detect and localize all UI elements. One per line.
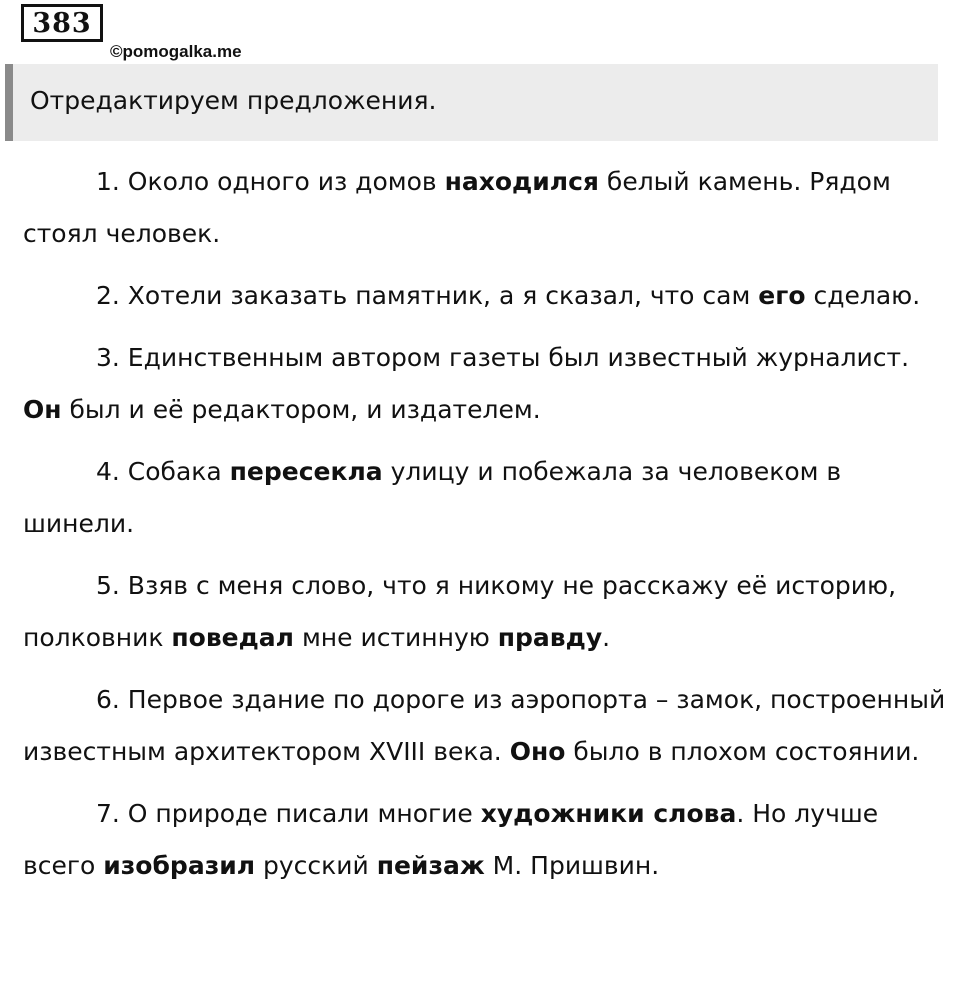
sentence-text: 6. Первое здание по дороге из аэропорта – замок, построенный известным архитектором XVIII века. bbox=[23, 685, 946, 766]
edited-word: его bbox=[758, 281, 806, 310]
sentence-text: 3. Единственным автором газеты был известный журналист. bbox=[96, 343, 910, 372]
sentence-item bbox=[23, 156, 948, 260]
sentence-text: было в плохом состоянии. bbox=[565, 737, 920, 766]
sentence-item bbox=[23, 446, 948, 550]
task-number-box bbox=[21, 4, 103, 42]
task-number: 383 bbox=[32, 7, 92, 39]
sentence-item bbox=[23, 788, 948, 892]
sentence-text: . bbox=[602, 623, 611, 652]
sentence-text: 5. Взяв с меня слово, что я никому не расскажу её историю, полковник bbox=[23, 571, 897, 652]
sentence-text: улицу и побежала за человеком в шинели. bbox=[23, 457, 842, 538]
sentence-text: М. Пришвин. bbox=[484, 851, 660, 880]
instruction-text: Отредактируем предложения. bbox=[30, 86, 437, 115]
edited-word: пейзаж bbox=[376, 851, 485, 880]
edited-word: Оно bbox=[509, 737, 566, 766]
sentence-text: 1. Около одного из домов bbox=[96, 167, 445, 196]
edited-word: находился bbox=[444, 167, 599, 196]
sentence-text: был и её редактором, и издателем. bbox=[61, 395, 541, 424]
sentence-text: белый камень. Рядом стоял человек. bbox=[23, 167, 891, 248]
sentence-text: сделаю. bbox=[805, 281, 921, 310]
sentence-item bbox=[23, 674, 948, 778]
sentence-text: мне истинную bbox=[294, 623, 498, 652]
sentence-item bbox=[23, 332, 948, 436]
instruction-banner bbox=[5, 64, 938, 141]
source-watermark: ©pomogalka.me bbox=[110, 42, 242, 61]
sentence-item bbox=[23, 560, 948, 664]
edited-word: художники слова bbox=[480, 799, 737, 828]
sentence-text: . Но лучше всего bbox=[23, 799, 879, 880]
sentence-text: русский bbox=[255, 851, 377, 880]
edited-word: Он bbox=[23, 395, 62, 424]
edited-word: изобразил bbox=[103, 851, 256, 880]
edited-word: поведал bbox=[171, 623, 294, 652]
sentence-text: 2. Хотели заказать памятник, а я сказал, что сам bbox=[96, 281, 759, 310]
sentence-text: 4. Собака bbox=[96, 457, 230, 486]
edited-word: правду bbox=[497, 623, 603, 652]
sentence-list bbox=[23, 156, 948, 902]
sentence-text: 7. О природе писали многие bbox=[96, 799, 481, 828]
edited-word: пересекла bbox=[229, 457, 383, 486]
sentence-item bbox=[23, 270, 948, 322]
